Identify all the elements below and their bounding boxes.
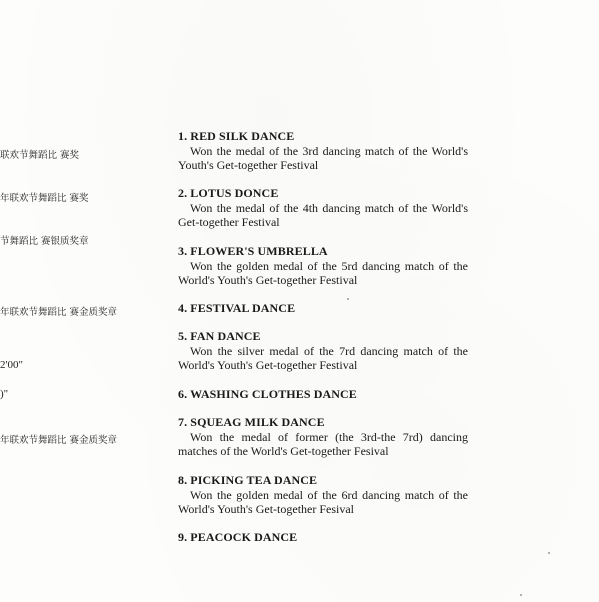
program-item-title: 8. PICKING TEA DANCE bbox=[178, 473, 318, 487]
program-item-description: Won the medal of the 3rd dancing match of the World's Youth's Get-together Festival bbox=[178, 143, 468, 172]
program-item-description: Won the silver medal of the 7rd dancing match of the World's Youth's Get-together Festival bbox=[178, 343, 468, 372]
left-fragment-5: 年联欢节舞蹈比 赛金质奖章 bbox=[0, 435, 118, 446]
program-item-1 bbox=[178, 129, 468, 173]
left-fragment-duration-2: )" bbox=[0, 388, 9, 400]
left-column-cut-off bbox=[0, 0, 120, 602]
program-item-title: 9. PEACOCK DANCE bbox=[178, 530, 298, 544]
left-fragment-4: 年联欢节舞蹈比 赛金质奖章 bbox=[0, 307, 118, 318]
program-item-description: Won the golden medal of the 5rd dancing match of the World's Youth's Get-together Festival bbox=[178, 258, 468, 287]
scan-speck bbox=[548, 552, 550, 554]
program-item-9 bbox=[178, 530, 468, 545]
program-item-7 bbox=[178, 415, 468, 459]
program-item-title: 7. SQUEAG MILK DANCE bbox=[178, 415, 325, 429]
program-item-4 bbox=[178, 301, 468, 316]
left-fragment-1: 联欢节舞蹈比 赛奖 bbox=[0, 150, 80, 161]
program-item-description: Won the medal of the 4th dancing match of the World's Get-together Festival bbox=[178, 200, 468, 229]
left-fragment-duration-1: 2'00" bbox=[0, 359, 23, 371]
scan-speck bbox=[520, 594, 522, 596]
program-item-title: 6. WASHING CLOTHES DANCE bbox=[178, 387, 357, 401]
program-item-3 bbox=[178, 244, 468, 288]
program-item-description: Won the golden medal of the 6rd dancing match of the World's Youth's Get-together Fesival bbox=[178, 487, 468, 516]
program-item-description: Won the medal of former (the 3rd-the 7rd) dancing matches of the World's Get-together Fesival bbox=[178, 429, 468, 458]
program-item-title: 4. FESTIVAL DANCE bbox=[178, 301, 296, 315]
scan-speck bbox=[347, 298, 349, 300]
left-fragment-3: 节舞蹈比 赛银质奖章 bbox=[0, 236, 89, 247]
program-item-8 bbox=[178, 473, 468, 517]
left-fragment-2: 年联欢节舞蹈比 赛奖 bbox=[0, 193, 89, 204]
program-item-title: 3. FLOWER'S UMBRELLA bbox=[178, 244, 328, 258]
program-item-title: 5. FAN DANCE bbox=[178, 329, 261, 343]
program-item-6 bbox=[178, 387, 468, 402]
program-item-title: 1. RED SILK DANCE bbox=[178, 129, 295, 143]
program-item-2 bbox=[178, 186, 468, 230]
program-item-title: 2. LOTUS DONCE bbox=[178, 186, 279, 200]
program-item-5 bbox=[178, 329, 468, 373]
